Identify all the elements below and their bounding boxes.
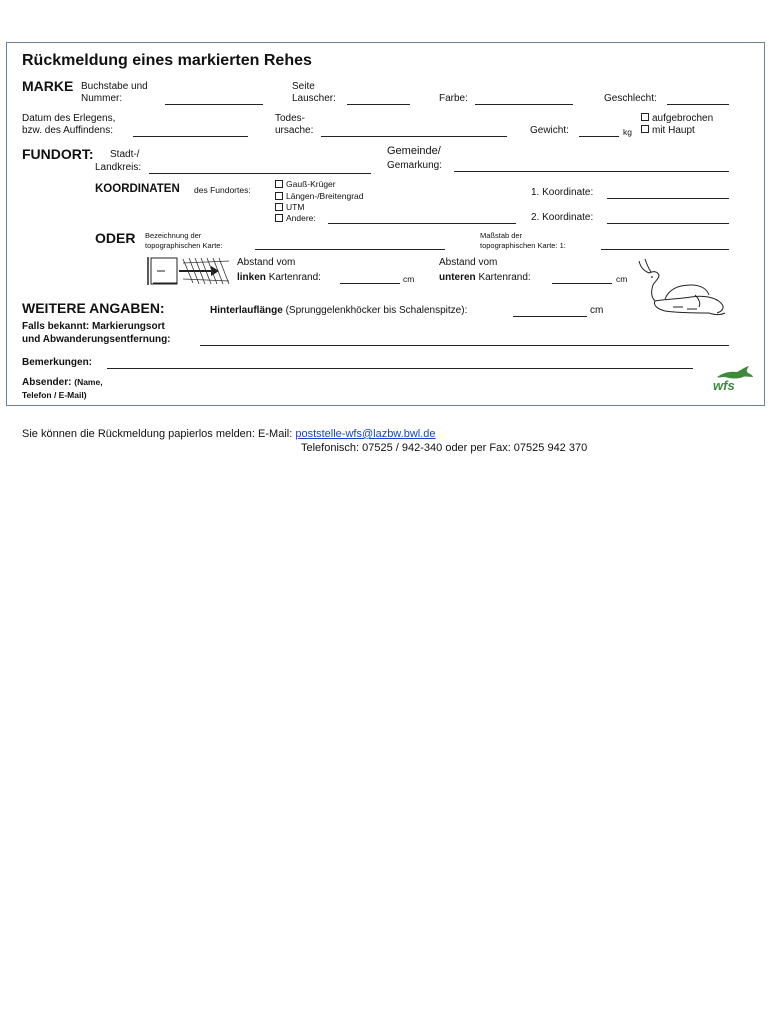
utm-checkbox[interactable] xyxy=(275,203,283,211)
hinterlauf-bold: Hinterlauflänge xyxy=(210,305,283,316)
aufgebrochen-label: aufgebrochen xyxy=(652,113,714,124)
koordinate-2-label: 2. Koordinate: xyxy=(531,212,594,223)
unteren-bold: unteren xyxy=(439,272,476,283)
mit-haupt-option[interactable] xyxy=(641,125,695,136)
deer-sketch-icon xyxy=(635,255,730,317)
option-andere[interactable] xyxy=(275,213,316,223)
oder-heading: ODER xyxy=(95,230,136,246)
koordinaten-suffix: des Fundortes: xyxy=(194,185,251,195)
massstab-label-2: topographischen Karte: 1: xyxy=(480,241,566,250)
abstand-unten-unit: cm xyxy=(616,274,628,284)
footer-prefix: Sie können die Rückmeldung papierlos melden: E-Mail: xyxy=(22,428,293,440)
falls-bekannt-label-1: Falls bekannt: Markierungsort xyxy=(22,321,165,332)
absender-sub-1: (Name, xyxy=(74,377,103,387)
andere-field[interactable] xyxy=(328,223,516,224)
todes-label-1: Todes- xyxy=(275,113,306,124)
hinterlauf-field[interactable] xyxy=(513,316,587,317)
absender-sub-2: Telefon / E-Mail) xyxy=(22,390,87,400)
geschlecht-label: Geschlecht: xyxy=(604,93,657,104)
map-edge-sketch-icon xyxy=(145,255,231,287)
bemerkungen-field[interactable] xyxy=(107,368,693,369)
abstand-unten-field[interactable] xyxy=(552,283,612,284)
form-title: Rückmeldung eines markierten Rehes xyxy=(22,52,312,69)
email-link[interactable]: poststelle-wfs@lazbw.bwl.de xyxy=(295,428,436,440)
seite-label-1: Seite xyxy=(292,81,315,92)
wfs-logo-text: wfs xyxy=(713,378,735,393)
option-label: Andere: xyxy=(286,213,316,223)
aufgebrochen-option[interactable] xyxy=(641,113,713,124)
footer-line-1 xyxy=(22,428,436,440)
fundort-heading: FUNDORT: xyxy=(22,146,94,162)
todes-label-2: ursache: xyxy=(275,125,314,136)
laengen-breitengrad-checkbox[interactable] xyxy=(275,192,283,200)
abstand-links-label: Abstand vom xyxy=(237,257,296,268)
marke-number-field[interactable] xyxy=(165,104,263,105)
linken-kartenrand-label xyxy=(237,272,321,283)
datum-label-1: Datum des Erlegens, xyxy=(22,113,116,124)
stadt-label-2: Landkreis: xyxy=(95,162,142,173)
absender-text: Absender: xyxy=(22,377,72,388)
report-card xyxy=(6,42,765,406)
seite-label-2: Lauscher: xyxy=(292,93,336,104)
marke-label-1: Buchstabe und xyxy=(81,81,148,92)
abstand-links-field[interactable] xyxy=(340,283,400,284)
koordinaten-heading: KOORDINATEN xyxy=(95,183,180,195)
option-label: UTM xyxy=(286,202,305,212)
koordinate-1-field[interactable] xyxy=(607,198,729,199)
mit-haupt-checkbox[interactable] xyxy=(641,125,649,133)
wfs-logo xyxy=(709,365,757,395)
gemeinde-label-2: Gemarkung: xyxy=(387,160,443,171)
marke-label-2: Nummer: xyxy=(81,93,123,104)
hinterlauf-unit: cm xyxy=(590,305,604,316)
hinterlauf-rest: (Sprunggelenkhöcker bis Schalenspitze): xyxy=(285,305,468,316)
gewicht-unit: kg xyxy=(623,127,632,137)
bemerkungen-label: Bemerkungen: xyxy=(22,357,93,368)
linken-rest: Kartenrand: xyxy=(268,272,321,283)
massstab-label-1: Maßstab der xyxy=(480,231,523,240)
geschlecht-field[interactable] xyxy=(667,104,729,105)
option-gauss-krueger[interactable] xyxy=(275,179,336,189)
datum-field[interactable] xyxy=(133,136,248,137)
gauss-krueger-checkbox[interactable] xyxy=(275,180,283,188)
falls-bekannt-label-2: und Abwanderungsentfernung: xyxy=(22,334,171,345)
datum-label-2: bzw. des Auffindens: xyxy=(22,125,113,136)
gemarkung-field[interactable] xyxy=(454,171,729,172)
stadt-label-1: Stadt-/ xyxy=(110,149,140,160)
option-label: Längen-/Breitengrad xyxy=(286,191,364,201)
abstand-unten-label: Abstand vom xyxy=(439,257,498,268)
unteren-rest: Kartenrand: xyxy=(478,272,531,283)
mit-haupt-label: mit Haupt xyxy=(652,125,695,136)
absender-label xyxy=(22,377,103,388)
weitere-heading: WEITERE ANGABEN: xyxy=(22,300,165,316)
farbe-field[interactable] xyxy=(475,104,573,105)
lauscher-field[interactable] xyxy=(347,104,410,105)
andere-checkbox[interactable] xyxy=(275,214,283,222)
bezeichnung-label-2: topographischen Karte: xyxy=(145,241,223,250)
farbe-label: Farbe: xyxy=(439,93,468,104)
todesursache-field[interactable] xyxy=(321,136,507,137)
markierungsort-field[interactable] xyxy=(200,345,729,346)
koordinate-2-field[interactable] xyxy=(607,223,729,224)
marke-heading: MARKE xyxy=(22,78,74,94)
koordinate-1-label: 1. Koordinate: xyxy=(531,187,594,198)
gewicht-field[interactable] xyxy=(579,136,619,137)
footer-line-2: Telefonisch: 07525 / 942-340 oder per Fax: 07525 942 370 xyxy=(301,442,588,454)
abstand-links-unit: cm xyxy=(403,274,415,284)
gewicht-label: Gewicht: xyxy=(530,125,569,136)
gemeinde-label-1: Gemeinde/ xyxy=(387,145,441,157)
karte-bezeichnung-field[interactable] xyxy=(255,249,445,250)
hinterlauf-label xyxy=(210,305,467,316)
option-utm[interactable] xyxy=(275,202,304,212)
bezeichnung-label-1: Bezeichnung der xyxy=(145,231,202,240)
landkreis-field[interactable] xyxy=(149,173,371,174)
aufgebrochen-checkbox[interactable] xyxy=(641,113,649,121)
option-laengen-breitengrad[interactable] xyxy=(275,191,364,201)
option-label: Gauß-Krüger xyxy=(286,179,336,189)
massstab-field[interactable] xyxy=(601,249,729,250)
linken-bold: linken xyxy=(237,272,266,283)
unteren-kartenrand-label xyxy=(439,272,531,283)
